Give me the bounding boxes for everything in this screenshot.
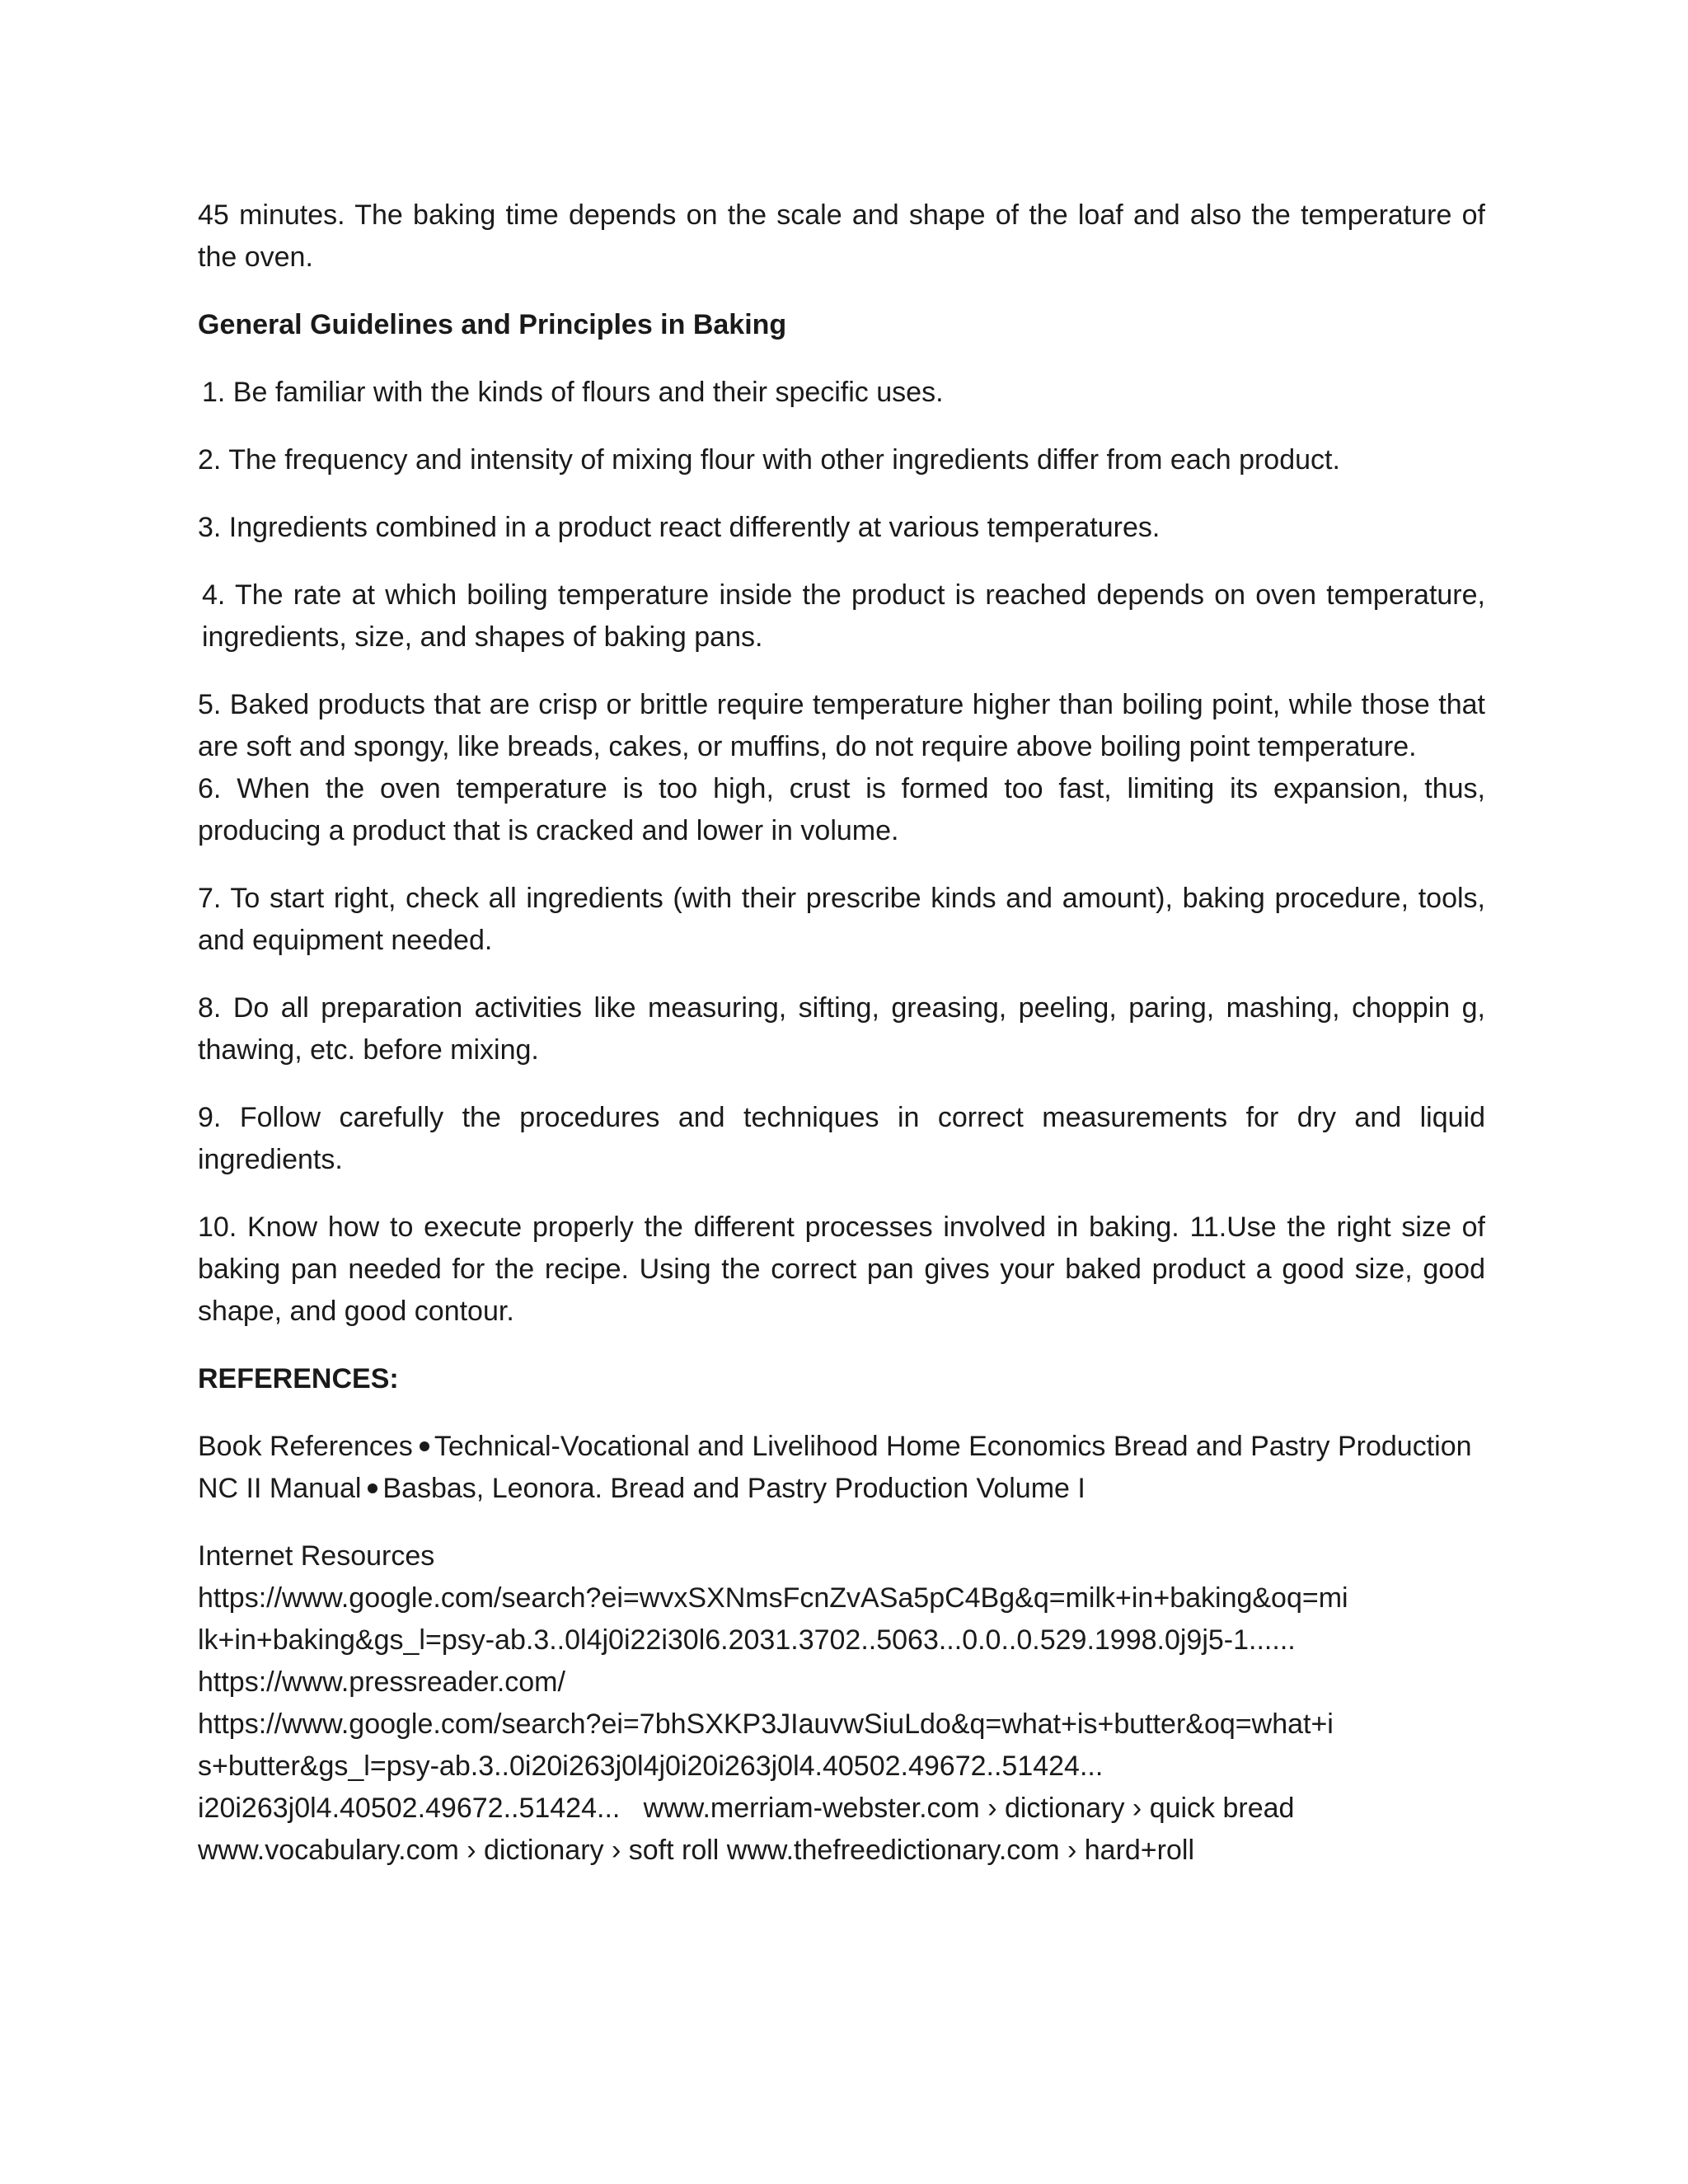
intro-paragraph: 45 minutes. The baking time depends on the scale and shape of the loaf and also the temperature of the oven. xyxy=(198,199,1485,273)
guideline-item-10: 10. Know how to execute properly the different processes involved in baking. 11.Use the right size of baking pan needed for the recipe. Using the correct pan gives your baked product a good size, good shape, and good contour. xyxy=(198,1212,1485,1327)
guideline-item-2: 2. The frequency and intensity of mixing flour with other ingredients differ from each product. xyxy=(198,444,1340,476)
internet-resources xyxy=(198,1535,1485,1872)
document-page xyxy=(198,194,1485,1872)
internet-resource-line: https://www.google.com/search?ei=wvxSXNmsFcnZvASa5pC4Bg&q=milk+in+baking&oq=mi xyxy=(198,1582,1348,1614)
guideline-item-9: 9. Follow carefully the procedures and techniques in correct measurements for dry and liquid ingredients. xyxy=(198,1102,1485,1175)
book-reference-item: Basbas, Leonora. Bread and Pastry Production Volume I xyxy=(382,1473,1085,1504)
bullet-icon xyxy=(368,1483,377,1493)
internet-resource-line: i20i263j0l4.40502.49672..51424... www.merriam-webster.com › dictionary › quick bread xyxy=(198,1793,1295,1824)
guideline-item-4: 4. The rate at which boiling temperature inside the product is reached depends on oven temperature, ingredients, size, and shapes of baking pans. xyxy=(202,579,1485,653)
internet-resource-line: lk+in+baking&gs_l=psy-ab.3..0l4j0i22i30l6.2031.3702..5063...0.0..0.529.1998.0j9j5-1...... xyxy=(198,1624,1296,1656)
book-references xyxy=(198,1426,1485,1510)
guideline-item-5: 5. Baked products that are crisp or brittle require temperature higher than boiling point, while those that are soft and spongy, like breads, cakes, or muffins, do not require above boiling point temperature. xyxy=(198,689,1485,762)
bullet-icon xyxy=(420,1441,429,1451)
guideline-item-3: 3. Ingredients combined in a product react differently at various temperatures. xyxy=(198,512,1160,543)
guideline-item-7: 7. To start right, check all ingredients (with their prescribe kinds and amount), baking procedure, tools, and equipment needed. xyxy=(198,883,1485,956)
internet-resources-label: Internet Resources xyxy=(198,1540,435,1572)
guideline-item-8: 8. Do all preparation activities like measuring, sifting, greasing, peeling, paring, mashing, choppin g, thawing, etc. before mixing. xyxy=(198,992,1485,1066)
book-references-label: Book References xyxy=(198,1431,413,1462)
book-reference-item: Technical-Vocational and Livelihood Home Economics Bread and Pastry Production NC II Manual xyxy=(198,1431,1472,1504)
guideline-item-6: 6. When the oven temperature is too high, crust is formed too fast, limiting its expansion, thus, producing a product that is cracked and lower in volume. xyxy=(198,773,1485,846)
references-heading: REFERENCES: xyxy=(198,1363,399,1394)
internet-resource-line: s+butter&gs_l=psy-ab.3..0i20i263j0l4j0i20i263j0l4.40502.49672..51424... xyxy=(198,1750,1104,1782)
internet-resource-line: https://www.google.com/search?ei=7bhSXKP3JIauvwSiuLdo&q=what+is+butter&oq=what+i xyxy=(198,1708,1334,1740)
internet-resource-line: www.vocabulary.com › dictionary › soft roll www.thefreedictionary.com › hard+roll xyxy=(198,1835,1194,1866)
guideline-item-1: 1. Be familiar with the kinds of flours and their specific uses. xyxy=(202,377,944,408)
guidelines-heading: General Guidelines and Principles in Baking xyxy=(198,309,787,340)
internet-resource-line: https://www.pressreader.com/ xyxy=(198,1666,565,1698)
